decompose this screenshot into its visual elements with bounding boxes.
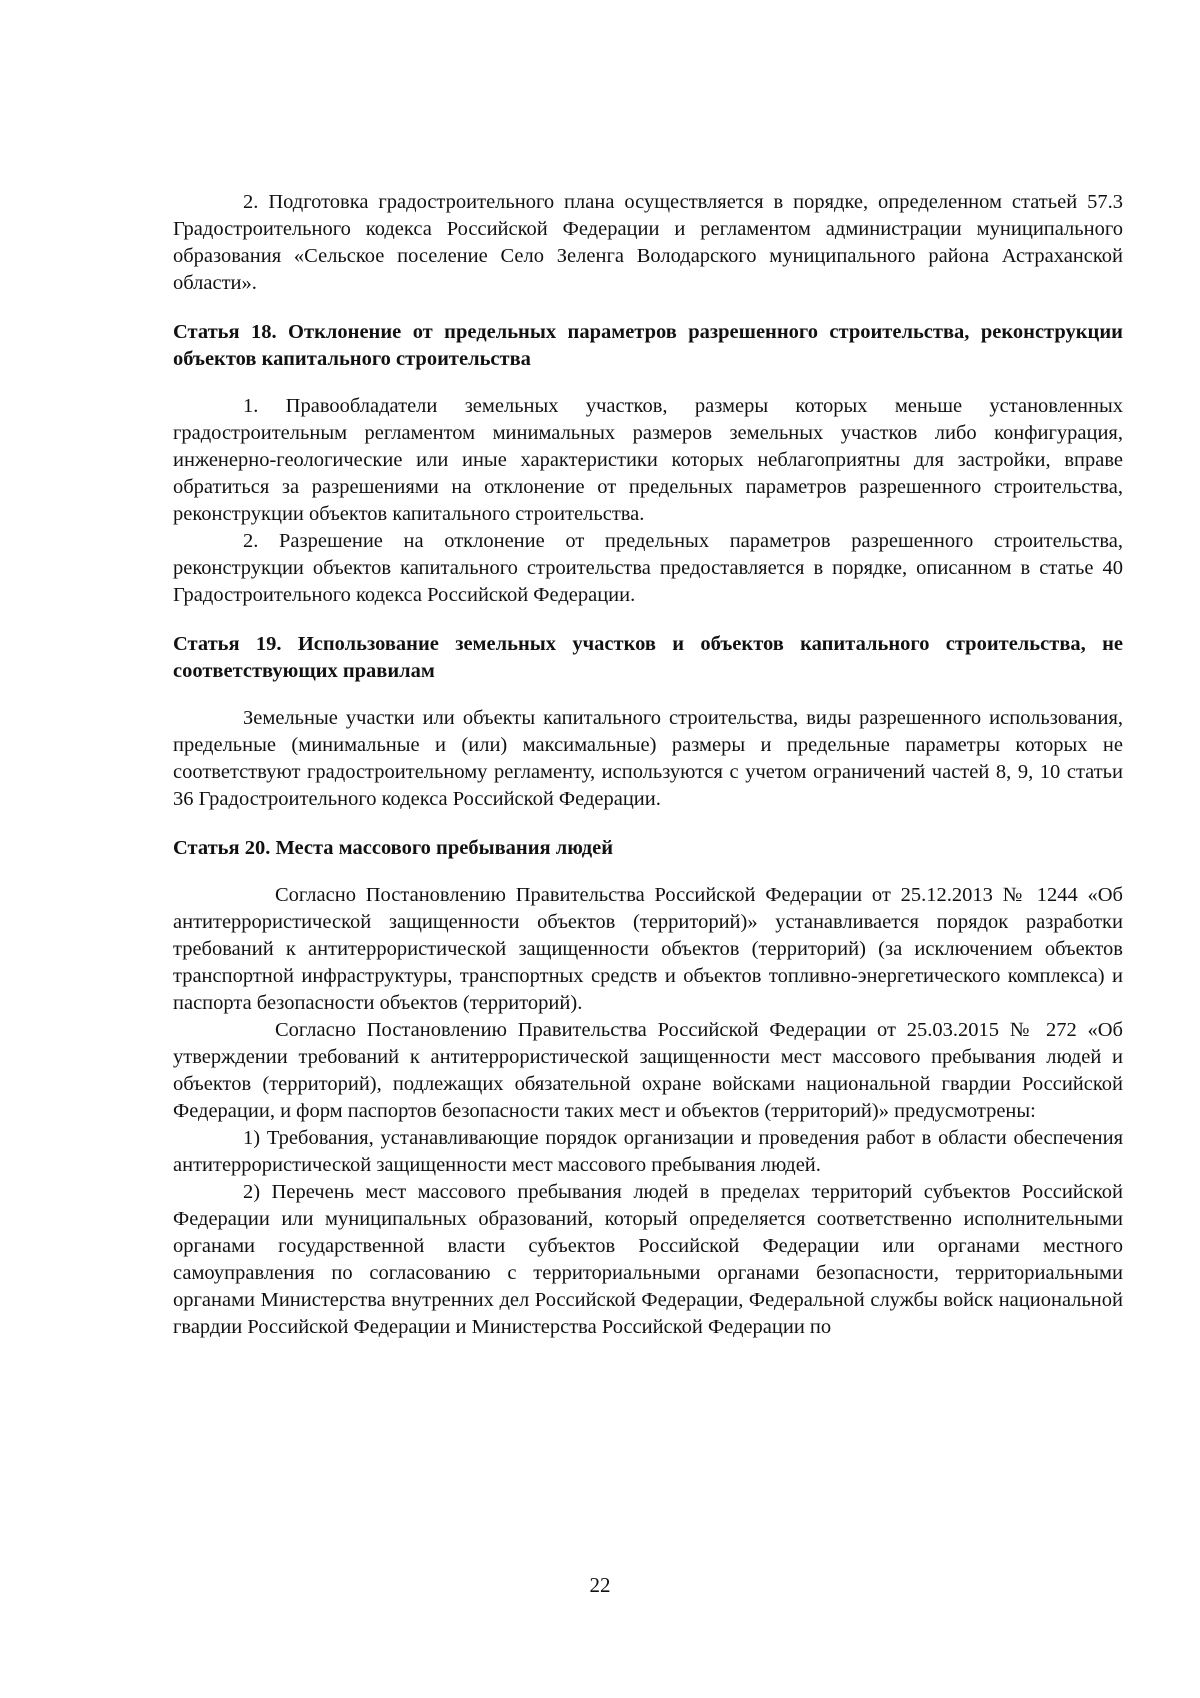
paragraph-article-19: Земельные участки или объекты капитального строительства, виды разрешенного использования, предельные (минимальные и (или) максимальные) размеры и предельные параметры которых не соответствуют градостроительному регламенту, используются с учетом ограничений частей 8, 9, 10 статьи 36 Градостроительного кодекса Российской Федерации. [173,707,1123,810]
page-number: 22 [589,1573,611,1597]
document-page [173,189,1123,1341]
paragraph-gradplan-procedure: 2. Подготовка градостроительного плана осуществляется в порядке, определенном статьей 57.3 Градостроительного кодекса Российской Федерации и регламентом администрации муниципального образования «Сельское поселение Село Зеленга Володарского муниципального района Астраханской области». [173,191,1123,294]
heading-article-19: Статья 19. Использование земельных участков и объектов капитального строительства, не соответствующих правилам [173,633,1123,682]
paragraph-article-18-part-2: 2. Разрешение на отклонение от предельных параметров разрешенного строительства, реконструкции объектов капитального строительства предоставляется в порядке, описанном в статье 40 Градостроительного кодекса Российской Федерации. [173,530,1123,606]
list-item-places-list: 2) Перечень мест массового пребывания людей в пределах территорий субъектов Российской Федерации или муниципальных образований, который определяется соответственно исполнительными органами государственной власти субъектов Российской Федерации или органами местного самоуправления по согласованию с территориальными органами безопасности, территориальными органами Министерства внутренних дел Российской Федерации, Федеральной службы войск национальной гвардии Российской Федерации и Министерства Российской Федерации по [173,1181,1123,1338]
heading-article-18: Статья 18. Отклонение от предельных параметров разрешенного строительства, реконструкции объектов капитального строительства [173,321,1123,370]
heading-article-20: Статья 20. Места массового пребывания людей [173,837,614,859]
paragraph-decree-272: Согласно Постановлению Правительства Российской Федерации от 25.03.2015 № 272 «Об утверждении требований к антитеррористической защищенности мест массового пребывания людей и объектов (территорий), подлежащих обязательной охране войсками национальной гвардии Российской Федерации, и форм паспортов безопасности таких мест и объектов (территорий)» предусмотрены: [173,1019,1123,1122]
paragraph-article-18-part-1: 1. Правообладатели земельных участков, размеры которых меньше установленных градостроительным регламентом минимальных размеров земельных участков либо конфигурация, инженерно-геологические или иные характеристики которых неблагоприятны для застройки, вправе обратиться за разрешениями на отклонение от предельных параметров разрешенного строительства, реконструкции объектов капитального строительства. [173,395,1123,525]
list-item-requirements: 1) Требования, устанавливающие порядок организации и проведения работ в области обеспечения антитеррористической защищенности мест массового пребывания людей. [173,1127,1123,1176]
paragraph-decree-1244: Согласно Постановлению Правительства Российской Федерации от 25.12.2013 № 1244 «Об антитеррористической защищенности объектов (территорий)» устанавливается порядок разработки требований к антитеррористической защищенности объектов (территорий) (за исключением объектов транспортной инфраструктуры, транспортных средств и объектов топливно-энергетического комплекса) и паспорта безопасности объектов (территорий). [173,884,1123,1014]
